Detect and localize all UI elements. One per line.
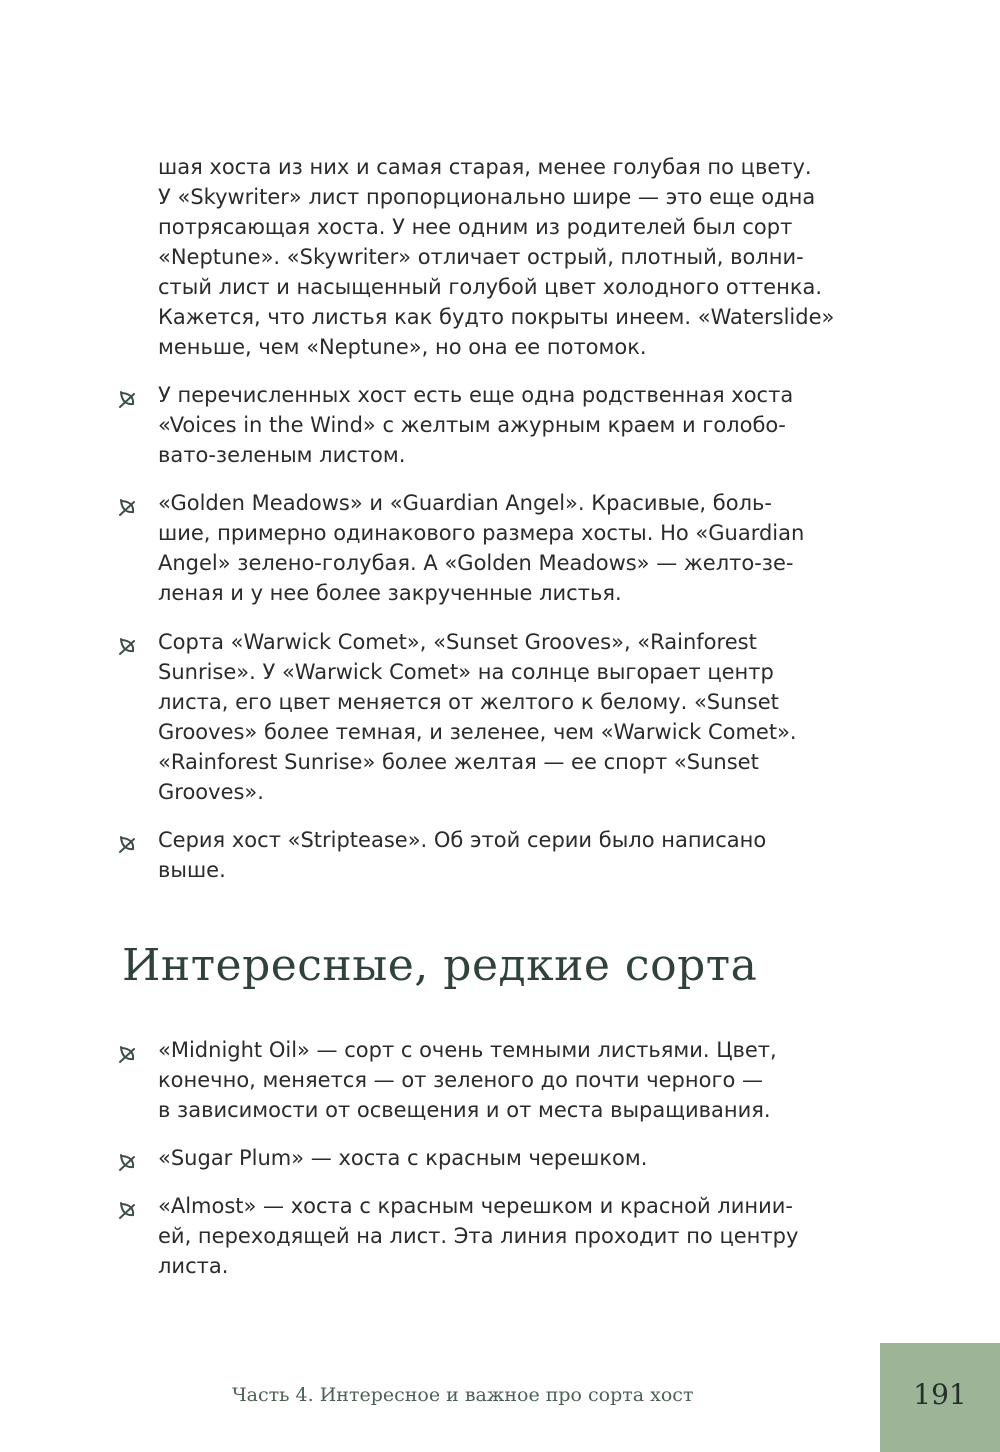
text-line: шие, примерно одинакового размера хосты. Но «Guardian bbox=[158, 521, 805, 545]
text-line: выше. bbox=[158, 858, 226, 882]
text-line: в зависимости от освещения и от места выращивания. bbox=[158, 1098, 771, 1122]
text-line: Grooves». bbox=[158, 780, 264, 804]
leaf-bullet-icon bbox=[118, 389, 138, 409]
text-line: «Voices in the Wind» с желтым ажурным краем и голобо- bbox=[158, 413, 786, 437]
text-line: Angel» зелено-голубая. А «Golden Meadows» — желто-зе- bbox=[158, 551, 794, 575]
text-line: потрясающая хоста. У нее одним из родителей был сорт bbox=[158, 215, 793, 239]
leaf-bullet-icon bbox=[118, 1200, 138, 1220]
text-line: «Midnight Oil» — сорт с очень темными листьями. Цвет, bbox=[158, 1038, 777, 1062]
text-line: У «Skywriter» лист пропорционально шире — это еще одна bbox=[158, 185, 816, 209]
text-line: леная и у нее более закрученные листья. bbox=[158, 581, 622, 605]
text-line: Grooves» более темная, и зеленее, чем «Warwick Comet». bbox=[158, 720, 797, 744]
list-item bbox=[158, 1035, 850, 1125]
list-item bbox=[158, 627, 850, 807]
page-number: 191 bbox=[913, 1378, 967, 1411]
list-item bbox=[158, 488, 850, 608]
text-line: вато-зеленым листом. bbox=[158, 443, 406, 467]
leaf-bullet-icon bbox=[118, 834, 138, 854]
page-number-tab bbox=[880, 1343, 1000, 1452]
text-line: шая хоста из них и самая старая, менее голубая по цвету. bbox=[158, 155, 812, 179]
text-line: конечно, меняется — от зеленого до почти черного — bbox=[158, 1068, 764, 1092]
text-line: Кажется, что листья как будто покрыты инеем. «Waterslide» bbox=[158, 305, 835, 329]
leaf-bullet-icon bbox=[118, 1152, 138, 1172]
list-item bbox=[158, 1191, 850, 1281]
list-item bbox=[158, 380, 850, 470]
text-line: «Rainforest Sunrise» более желтая — ее спорт «Sunset bbox=[158, 750, 759, 774]
leaf-bullet-icon bbox=[118, 1044, 138, 1064]
text-line: Сорта «Warwick Comet», «Sunset Grooves», «Rainforest bbox=[158, 630, 757, 654]
list-item bbox=[158, 1143, 850, 1173]
section-heading: Интересные, редкие сорта bbox=[122, 940, 758, 991]
text-line: «Sugar Plum» — хоста с красным черешком. bbox=[158, 1146, 648, 1170]
text-line: «Neptune». «Skywriter» отличает острый, плотный, волни- bbox=[158, 245, 804, 269]
text-line: листа, его цвет меняется от желтого к белому. «Sunset bbox=[158, 690, 779, 714]
text-line: меньше, чем «Neptune», но она ее потомок. bbox=[158, 335, 647, 359]
intro-paragraph bbox=[158, 152, 850, 362]
running-footer-title: Часть 4. Интересное и важное про сорта хост bbox=[232, 1384, 694, 1406]
text-line: ей, переходящей на лист. Эта линия проходит по центру bbox=[158, 1224, 799, 1248]
text-line: Серия хост «Striptease». Об этой серии было написано bbox=[158, 828, 767, 852]
text-line: стый лист и насыщенный голубой цвет холодного оттенка. bbox=[158, 275, 823, 299]
list-item bbox=[158, 825, 850, 885]
leaf-bullet-icon bbox=[118, 636, 138, 656]
text-line: «Golden Meadows» и «Guardian Angel». Красивые, боль- bbox=[158, 491, 772, 515]
text-line: «Almost» — хоста с красным черешком и красной линии- bbox=[158, 1194, 793, 1218]
text-line: листа. bbox=[158, 1254, 229, 1278]
leaf-bullet-icon bbox=[118, 497, 138, 517]
text-line: У перечисленных хост есть еще одна родственная хоста bbox=[158, 383, 794, 407]
text-line: Sunrise». У «Warwick Comet» на солнце выгорает центр bbox=[158, 660, 774, 684]
